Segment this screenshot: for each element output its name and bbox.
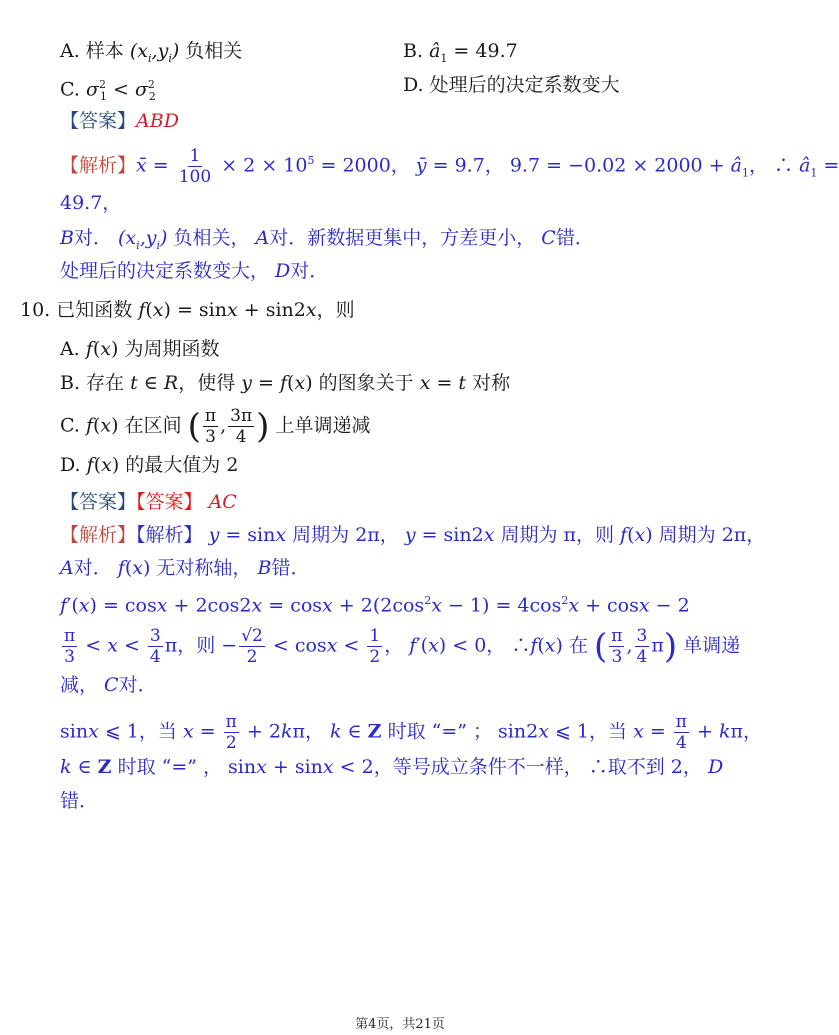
option-label: D.: [403, 74, 424, 96]
q9-option-d: [403, 72, 620, 98]
q9-option-b: B. $â_1 = 49.7$: [403, 40, 518, 65]
q10-analysis-line2: A对． f(x) 无对称轴， B错．: [60, 557, 310, 579]
option-label: D.: [60, 454, 81, 476]
answer-value: ABD: [136, 110, 179, 132]
q9-answer: [60, 108, 179, 134]
option-label: B.: [60, 372, 81, 394]
q10-option-d: D. f(x) 的最大值为 2: [60, 454, 239, 476]
q9-option-a: A. 样本 $(x_i,y_i)$ 负相关: [60, 40, 243, 65]
question-number: 10.: [20, 299, 51, 321]
q10-analysis-line8: 错．: [60, 790, 99, 812]
q10-analysis-line6: sinx ⩽ 1，当 x = $\frac{\pi}{2}$ + 2kπ， k ∈ Z 时取 “=” ； sin2x ⩽ 1，当 x = $\frac{\pi}{4}$ + kπ，: [60, 712, 762, 753]
option-text: 处理后的决定系数变大: [429, 74, 620, 96]
q10-option-b: B. 存在 t ∈ R，使得 y = f(x) 的图象关于 x = t 对称: [60, 372, 511, 394]
answer-tag: 【答案】: [60, 491, 137, 513]
q10-analysis-line1: 【解析】【解析】 y = sinx 周期为 2π， y = sin2x 周期为 π，则 f(x) 周期为 2π，: [60, 524, 766, 546]
page-footer: 第4页，共21页: [355, 1017, 445, 1032]
q10-analysis-line3: $f'(x) = \cos x + 2\cos 2x = \cos x + 2(2\cos^2x - 1) = 4\cos^2x + \cos x - 2$: [60, 594, 690, 617]
q9-option-c: C. $\sigma^2_1 < \sigma^2_2$: [60, 78, 156, 104]
q10-stem: 10. 已知函数 f(x) = sinx + sin2x，则: [20, 299, 355, 321]
answer-value: AC: [208, 491, 237, 513]
q10-analysis-line5: 减， C对．: [60, 674, 157, 696]
analysis-tag-inner: 【解析】: [136, 524, 203, 546]
q10-answer: [60, 489, 237, 515]
option-label: C.: [60, 414, 80, 437]
q9-analysis-line3: B对． $(x_i,y_i)$ 负相关， A对．新数据更集中，方差更小， C错．: [60, 227, 594, 252]
q9-analysis-line4: 处理后的决定系数变大， D对．: [60, 260, 329, 282]
option-label: C.: [60, 78, 80, 101]
answer-tag-inner: 【答案】: [136, 491, 203, 513]
option-label: A.: [60, 40, 80, 62]
option-label: B.: [403, 40, 424, 62]
analysis-tag: 【解析】: [60, 524, 137, 546]
q10-analysis-line4: $\frac{\pi}{3}$ < x < $\frac{3}{4}$ π，则 − $\frac{√2}{2}$ < cosx < $\frac{1}{2}$ ， f′(x) < 0， ∴f(x) 在 ( $\frac{\pi}{3}$ , $\frac{3}{4}$ π) 单调递: [64, 626, 741, 667]
q9-analysis-line1: 【解析】x̄ = $\frac{1}{100}$ × $2 \times 10^5 = 2000$， ȳ = 9.7， $9.7 = -0.02 \times 2000 + â_1$， ∴ $â_1$ =: [60, 146, 839, 187]
q10-analysis-line7: k ∈ Z 时取 “=” ， sinx + sinx < 2，等号成立条件不一样， ∴取不到 2， D: [60, 756, 724, 778]
answer-tag: 【答案】: [60, 110, 137, 132]
analysis-tag: 【解析】: [60, 154, 137, 177]
q9-analysis-line2: 49.7，: [60, 192, 122, 214]
q10-option-a: A. f(x) 为周期函数: [60, 338, 220, 360]
q10-option-c: C. f(x) 在区间 ( $\frac{\pi}{3}$ , $\frac{3\pi}{4}$ ) 上单调递减: [60, 406, 371, 447]
option-label: A.: [60, 338, 80, 360]
